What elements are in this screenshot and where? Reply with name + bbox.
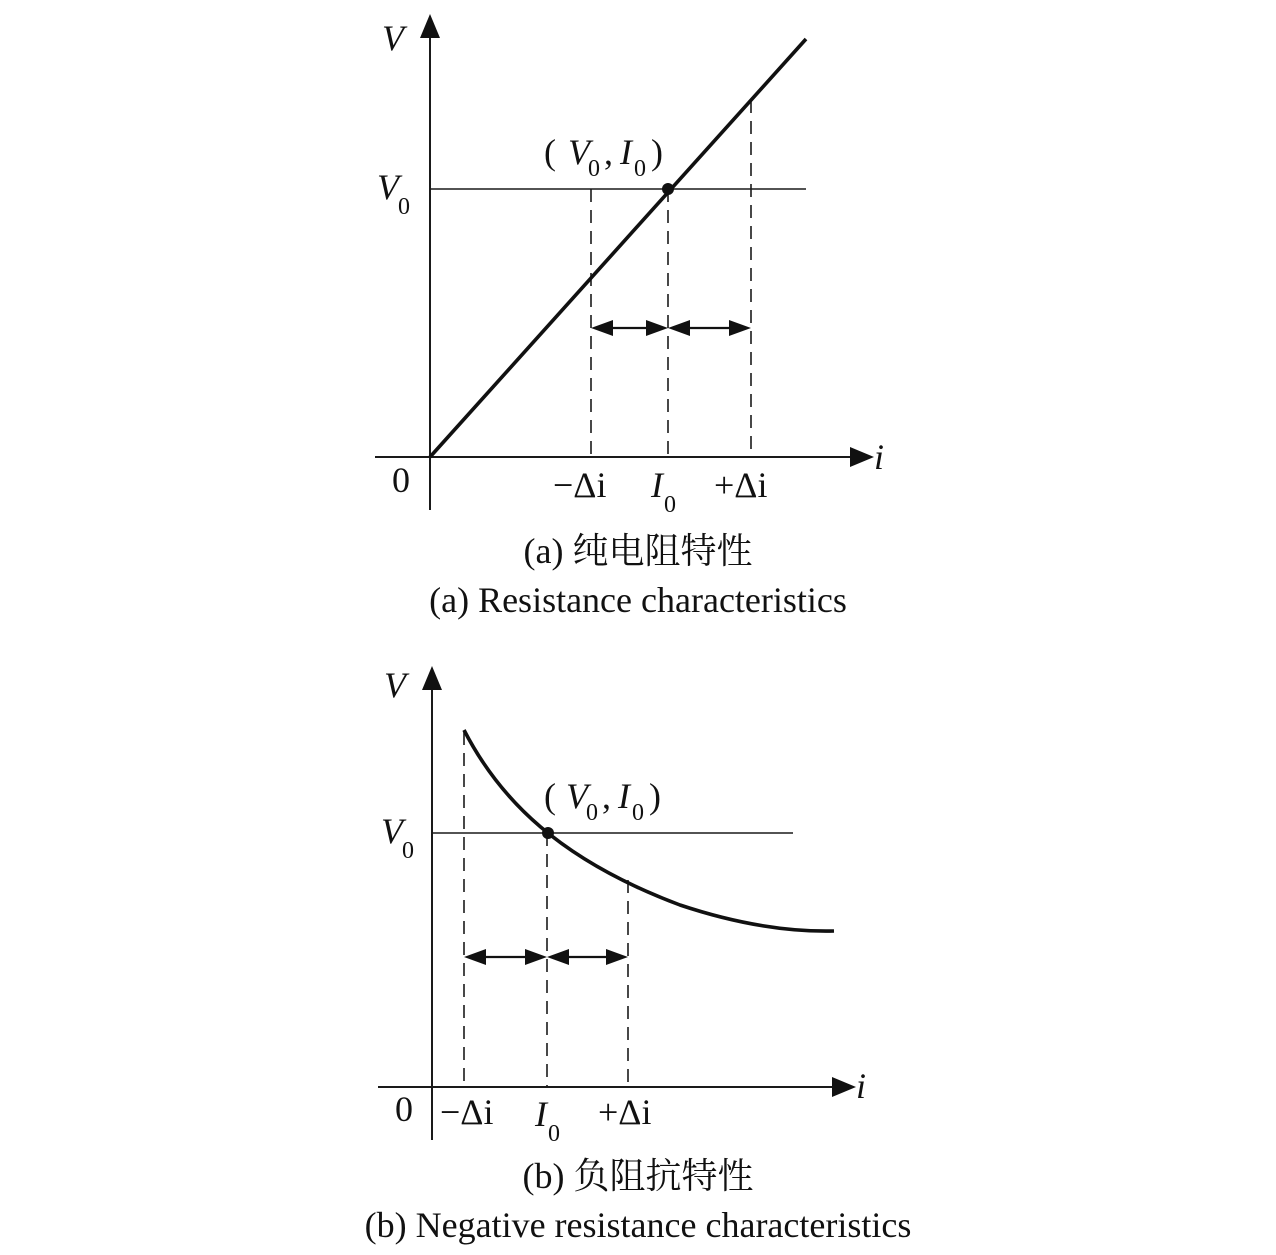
y-axis-arrow-a	[420, 14, 440, 38]
v0-sub-a: 0	[398, 194, 410, 220]
plus-delta-label-b: +Δi	[598, 1092, 652, 1132]
v0-label-b: V	[381, 811, 403, 851]
x-axis-arrow-a	[850, 447, 874, 467]
i0-label-b: I	[535, 1094, 547, 1134]
operating-point-a	[662, 183, 674, 195]
i0-sub-a: 0	[664, 492, 676, 518]
panel-b	[365, 665, 912, 1245]
v0-label-a: V	[377, 167, 399, 207]
svg-text:V: V	[566, 776, 588, 816]
origin-label-a: 0	[392, 460, 410, 500]
x-axis-label-b: i	[856, 1066, 867, 1106]
svg-text:0: 0	[632, 800, 644, 826]
y-axis-arrow-b	[422, 666, 442, 690]
y-axis-label-a: V	[382, 18, 404, 58]
svg-text:): )	[651, 132, 663, 172]
svg-text:0: 0	[586, 800, 598, 826]
v0-sub-b: 0	[402, 838, 414, 864]
svg-text:,: ,	[604, 132, 613, 172]
panel-a	[375, 14, 884, 620]
svg-text:I: I	[618, 776, 630, 816]
svg-text:0: 0	[634, 156, 646, 182]
svg-text:0: 0	[588, 156, 600, 182]
minus-delta-label-a: −Δi	[553, 465, 607, 505]
caption-en-b: (b) Negative resistance characteristics	[364, 1205, 912, 1245]
plus-delta-label-a: +Δi	[714, 465, 768, 505]
x-axis-arrow-b	[832, 1077, 856, 1097]
x-axis-label-a: i	[874, 437, 885, 477]
i0-sub-b: 0	[548, 1121, 560, 1147]
origin-label-b: 0	[395, 1089, 413, 1129]
caption-cn-a: (a) 纯电阻特性	[523, 531, 753, 571]
i0-label-a: I	[651, 465, 663, 505]
point-label-a	[544, 132, 663, 182]
resistance-line	[430, 39, 806, 457]
minus-delta-label-b: −Δi	[440, 1092, 494, 1132]
y-axis-label-b: V	[384, 665, 406, 705]
svg-text:I: I	[620, 132, 632, 172]
point-label-b	[544, 776, 661, 826]
svg-text:,: ,	[602, 776, 611, 816]
svg-text:(: (	[544, 776, 556, 816]
svg-text:): )	[649, 776, 661, 816]
svg-text:V: V	[568, 132, 590, 172]
operating-point-b	[542, 827, 554, 839]
caption-cn-b: (b) 负阻抗特性	[522, 1156, 754, 1196]
svg-text:(: (	[544, 132, 556, 172]
negative-resistance-curve	[464, 730, 834, 931]
caption-en-a: (a) Resistance characteristics	[429, 580, 847, 620]
